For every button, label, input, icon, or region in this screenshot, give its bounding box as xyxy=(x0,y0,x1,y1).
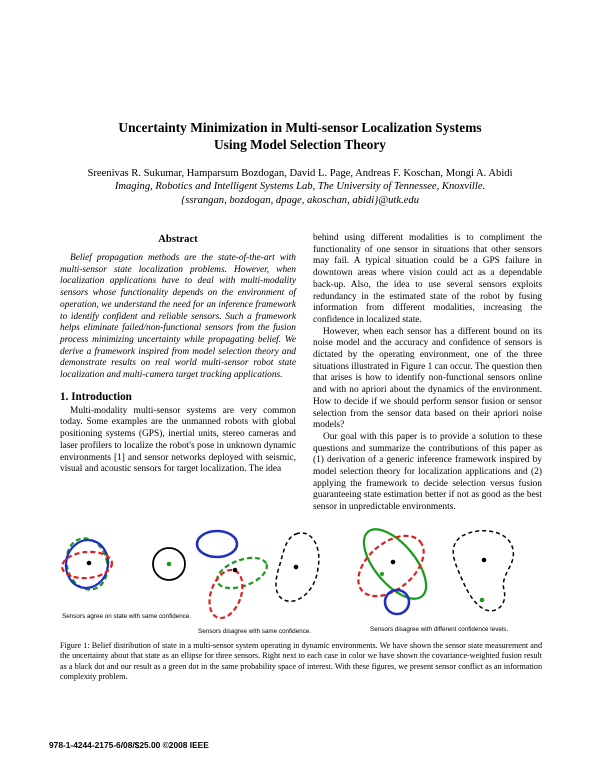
result-dot xyxy=(482,558,487,563)
paper-title xyxy=(0,119,600,153)
abstract-heading: Abstract xyxy=(158,234,198,245)
intro-paragraph-1: Multi-modality multi-sensor systems are very common today. Some examples are the unmanned robots with global positioning systems (GPS), inertial units, stereo cameras and laser profilers to localize the robot's pose in unknown dynamic environments [1] and sensor networks deployed with seismic, visual and acoustic sensors for target localization. The idea xyxy=(60,405,296,475)
right-column xyxy=(313,233,542,514)
abstract-body: Belief propagation methods are the state-of-the-art with multi-sensor state localization problems. However, when localization applications have to deal with multi-modality sensors whose functionality depends on the environment of operation, we understand the need for an inference framework to identify confident and reliable sensors. Such a framework helps eliminate failed/non-functional sensors from the fusion process minimizing uncertainty while propagating belief. We derive a framework inspired from model selection theory and demonstrate results on real world multi-sensor robot state localization and multi-camera target tracking applications. xyxy=(60,253,296,381)
left-column xyxy=(60,233,296,476)
intro-paragraph-1-continued: behind using different modalities is to compliment the functionality of one sensor in situations that other sensors may fail. A typical situation could be a GPS failure in downtown areas where vision could act as a dependable back-up. Also, the idea to use several sensors exploits redundancy in the estimated state of the robot by fusing information from different modalities, increasing the confidence in localized state. xyxy=(313,233,542,325)
label-disagree-different: Sensors disagree with different confidence levels. xyxy=(370,626,509,633)
label-disagree-same: Sensors disagree with same confidence. xyxy=(198,628,312,635)
fusion-dot xyxy=(391,560,396,565)
sensor-green-dot xyxy=(380,572,384,576)
fusion-dot xyxy=(87,561,92,566)
figure-1 xyxy=(60,520,540,638)
affiliation: Imaging, Robotics and Intelligent Systems Lab, The University of Tennessee, Knoxville. xyxy=(114,181,486,192)
intro-paragraph-3: Our goal with this paper is to provide a solution to these questions and summarize the contributions of this paper as (1) derivation of a generic inference framework inspired by model selection theory for localization applications and (2) applying the framework to decide selection versus fusion guaranteeing state estimation better if not as good as the best sensor in unpredictable environments. xyxy=(313,431,542,513)
red-sensor-ellipse xyxy=(203,565,248,622)
label-sensors-agree: Sensors agree on state with same confidence. xyxy=(62,613,192,620)
result-green-dot xyxy=(167,562,172,567)
case-disagree-different xyxy=(347,520,513,614)
author-emails: {ssrangan, bozdogan, dpage, akoschan, abidi}@utk.edu xyxy=(180,195,420,206)
copyright-footer: 978-1-4244-2175-6/08/$25.00 ©2008 IEEE xyxy=(49,740,209,750)
result-dot xyxy=(294,565,299,570)
title-line-2: Using Model Selection Theory xyxy=(214,137,386,152)
fusion-dot xyxy=(233,568,238,573)
figure-caption: Figure 1: Belief distribution of state in a multi-sensor system operating in dynamic environments. We have shown the sensor state measurement and the uncertainty about that state as an ellipse for three sensors. Right next to each case in color we have shown the covariance-weighted fusion result as a black dot and our result as a green dot in the same probability space of interest. With these figures, we present sensor conflict as an information complexity problem. xyxy=(60,641,542,682)
author-list: Sreenivas R. Sukumar, Hamparsum Bozdogan, David L. Page, Andreas F. Koschan, Mongi A. Abidi xyxy=(87,168,513,179)
case-disagree-same xyxy=(197,531,319,623)
intro-paragraph-2: However, when each sensor has a different bound on its noise model and the accuracy and confidence of sensors is dictated by the operating environment, one of the three situations illustrated in Figure 1 can occur. The question then that arises is how to identify non-functional sensors online and with no apriori about the dynamics of the environment. How to decide if we should perform sensor fusion or sensor selection from the sensor data based on their apriori noise models? xyxy=(313,326,542,431)
introduction-heading: 1. Introduction xyxy=(60,390,132,403)
green-sensor-ellipse xyxy=(353,520,438,609)
result-green-dot xyxy=(480,598,485,603)
title-line-1: Uncertainty Minimization in Multi-sensor Localization Systems xyxy=(118,120,482,135)
blue-sensor-ellipse xyxy=(197,531,237,557)
case-agree xyxy=(61,534,185,595)
